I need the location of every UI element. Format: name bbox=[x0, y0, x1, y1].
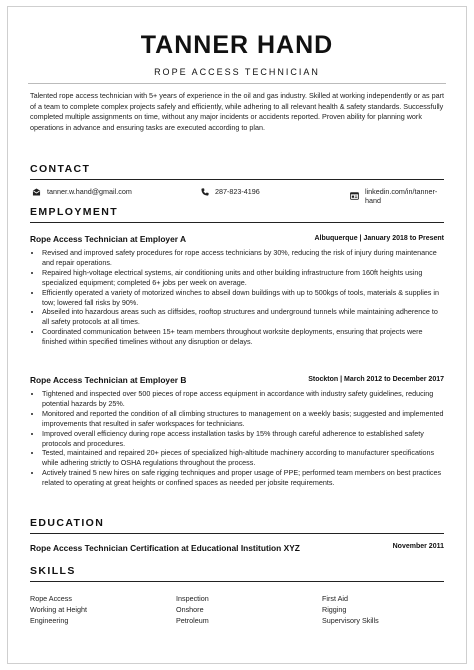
skill-item: Rope Access bbox=[30, 594, 72, 603]
resume-page bbox=[7, 6, 467, 664]
skill-item: Rigging bbox=[322, 605, 347, 614]
job-title: Rope Access Technician at Employer A bbox=[30, 234, 187, 244]
employment-heading: EMPLOYMENT bbox=[30, 206, 119, 218]
education-heading: EDUCATION bbox=[30, 517, 105, 529]
list-item: • Efficiently operated a variety of motorized winches to abseil down buildings with up to 500kgs of tools, materials & supplies in tow; lowered fall risks by 90%. bbox=[42, 288, 444, 308]
contact-email[interactable] bbox=[32, 187, 132, 196]
list-item: • Revised and improved safety procedures for rope access technicians by 30%, reducing the risk of injury during maintenance and repair operations. bbox=[42, 248, 444, 268]
education-degree: Rope Access Technician Certification at Educational Institution XYZ bbox=[30, 543, 300, 553]
list-item: • Coordinated communication between 15+ team members throughout worksite deployments, ensuring that projects were finished within specified timelines without any disruption or delays. bbox=[42, 327, 444, 347]
list-item: • Improved overall efficiency during rope access installation tasks by 15% through careful adherence to established safety protocols and procedures. bbox=[42, 429, 444, 449]
list-item: • Tested, maintained and repaired 20+ pieces of specialized high-altitude machinery according to manufacturer specifications while adhering strictly to OSHA regulations throughout the process. bbox=[42, 448, 444, 468]
contact-heading: CONTACT bbox=[30, 163, 91, 175]
contact-linkedin[interactable] bbox=[350, 187, 444, 205]
contact-divider bbox=[30, 179, 444, 180]
job-bullets bbox=[30, 389, 444, 488]
phone-icon bbox=[201, 188, 209, 196]
contact-row bbox=[30, 187, 444, 205]
skill-item: Inspection bbox=[176, 594, 209, 603]
professional-summary: Talented rope access technician with 5+ years of experience in the oil and gas industry. Skilled at working independently or as part of a team to complete complex projects safely and efficiently, while adhering to all relevant health & safety standards. Successfully completed multiple assignments on time, without any major incidents or accidents reported. Proven ability for planning work operations in advance and ensuring tasks are executed according to plan. bbox=[30, 91, 444, 132]
job-location-dates: Albuquerque | January 2018 to Present bbox=[314, 235, 444, 242]
skill-item: Petroleum bbox=[176, 616, 209, 625]
header-divider bbox=[28, 83, 446, 84]
education-divider bbox=[30, 533, 444, 534]
job-title: Rope Access Technician at Employer B bbox=[30, 375, 187, 385]
skills-heading: SKILLS bbox=[30, 565, 76, 577]
skill-item: Working at Height bbox=[30, 605, 87, 614]
list-item: • Actively trained 5 new hires on safe rigging techniques and proper usage of PPE; performed team members on best practices related to operating at great heights or confined spaces as needed per jobsite requirements. bbox=[42, 468, 444, 488]
email-icon bbox=[32, 188, 41, 196]
skill-item: First Aid bbox=[322, 594, 348, 603]
linkedin-text: linkedin.com/in/tanner-hand bbox=[364, 187, 438, 205]
employment-divider bbox=[30, 222, 444, 223]
list-item: • Abseiled into hazardous areas such as cliffsides, rooftop structures and underground tunnels while maintaining adherence to all safety protocols at all times. bbox=[42, 307, 444, 327]
skills-divider bbox=[30, 581, 444, 582]
linkedin-icon bbox=[350, 192, 359, 200]
list-item: • Tightened and inspected over 500 pieces of rope access equipment in accordance with industry safety guidelines, reducing potential hazards by 25%. bbox=[42, 389, 444, 409]
list-item: • Repaired high-voltage electrical systems, air conditioning units and other building infrastructure from 160ft heights using specialized equipment; completed 6+ jobs per week on average. bbox=[42, 268, 444, 288]
phone-text: 287-823-4196 bbox=[215, 187, 260, 196]
job-role: ROPE ACCESS TECHNICIAN bbox=[154, 67, 320, 77]
job-bullets bbox=[30, 248, 444, 347]
email-text: tanner.w.hand@gmail.com bbox=[47, 187, 132, 196]
skill-item: Engineering bbox=[30, 616, 69, 625]
job-location-dates: Stockton | March 2012 to December 2017 bbox=[308, 376, 444, 383]
list-item: • Monitored and reported the condition of all climbing structures to management on a weekly basis; suggested and implemented improvements that resulted in safer workspaces for technicians. bbox=[42, 409, 444, 429]
skill-item: Onshore bbox=[176, 605, 204, 614]
contact-phone[interactable] bbox=[201, 187, 260, 196]
education-date: November 2011 bbox=[392, 543, 444, 550]
skill-item: Supervisory Skills bbox=[322, 616, 379, 625]
candidate-name: TANNER HAND bbox=[140, 31, 334, 59]
